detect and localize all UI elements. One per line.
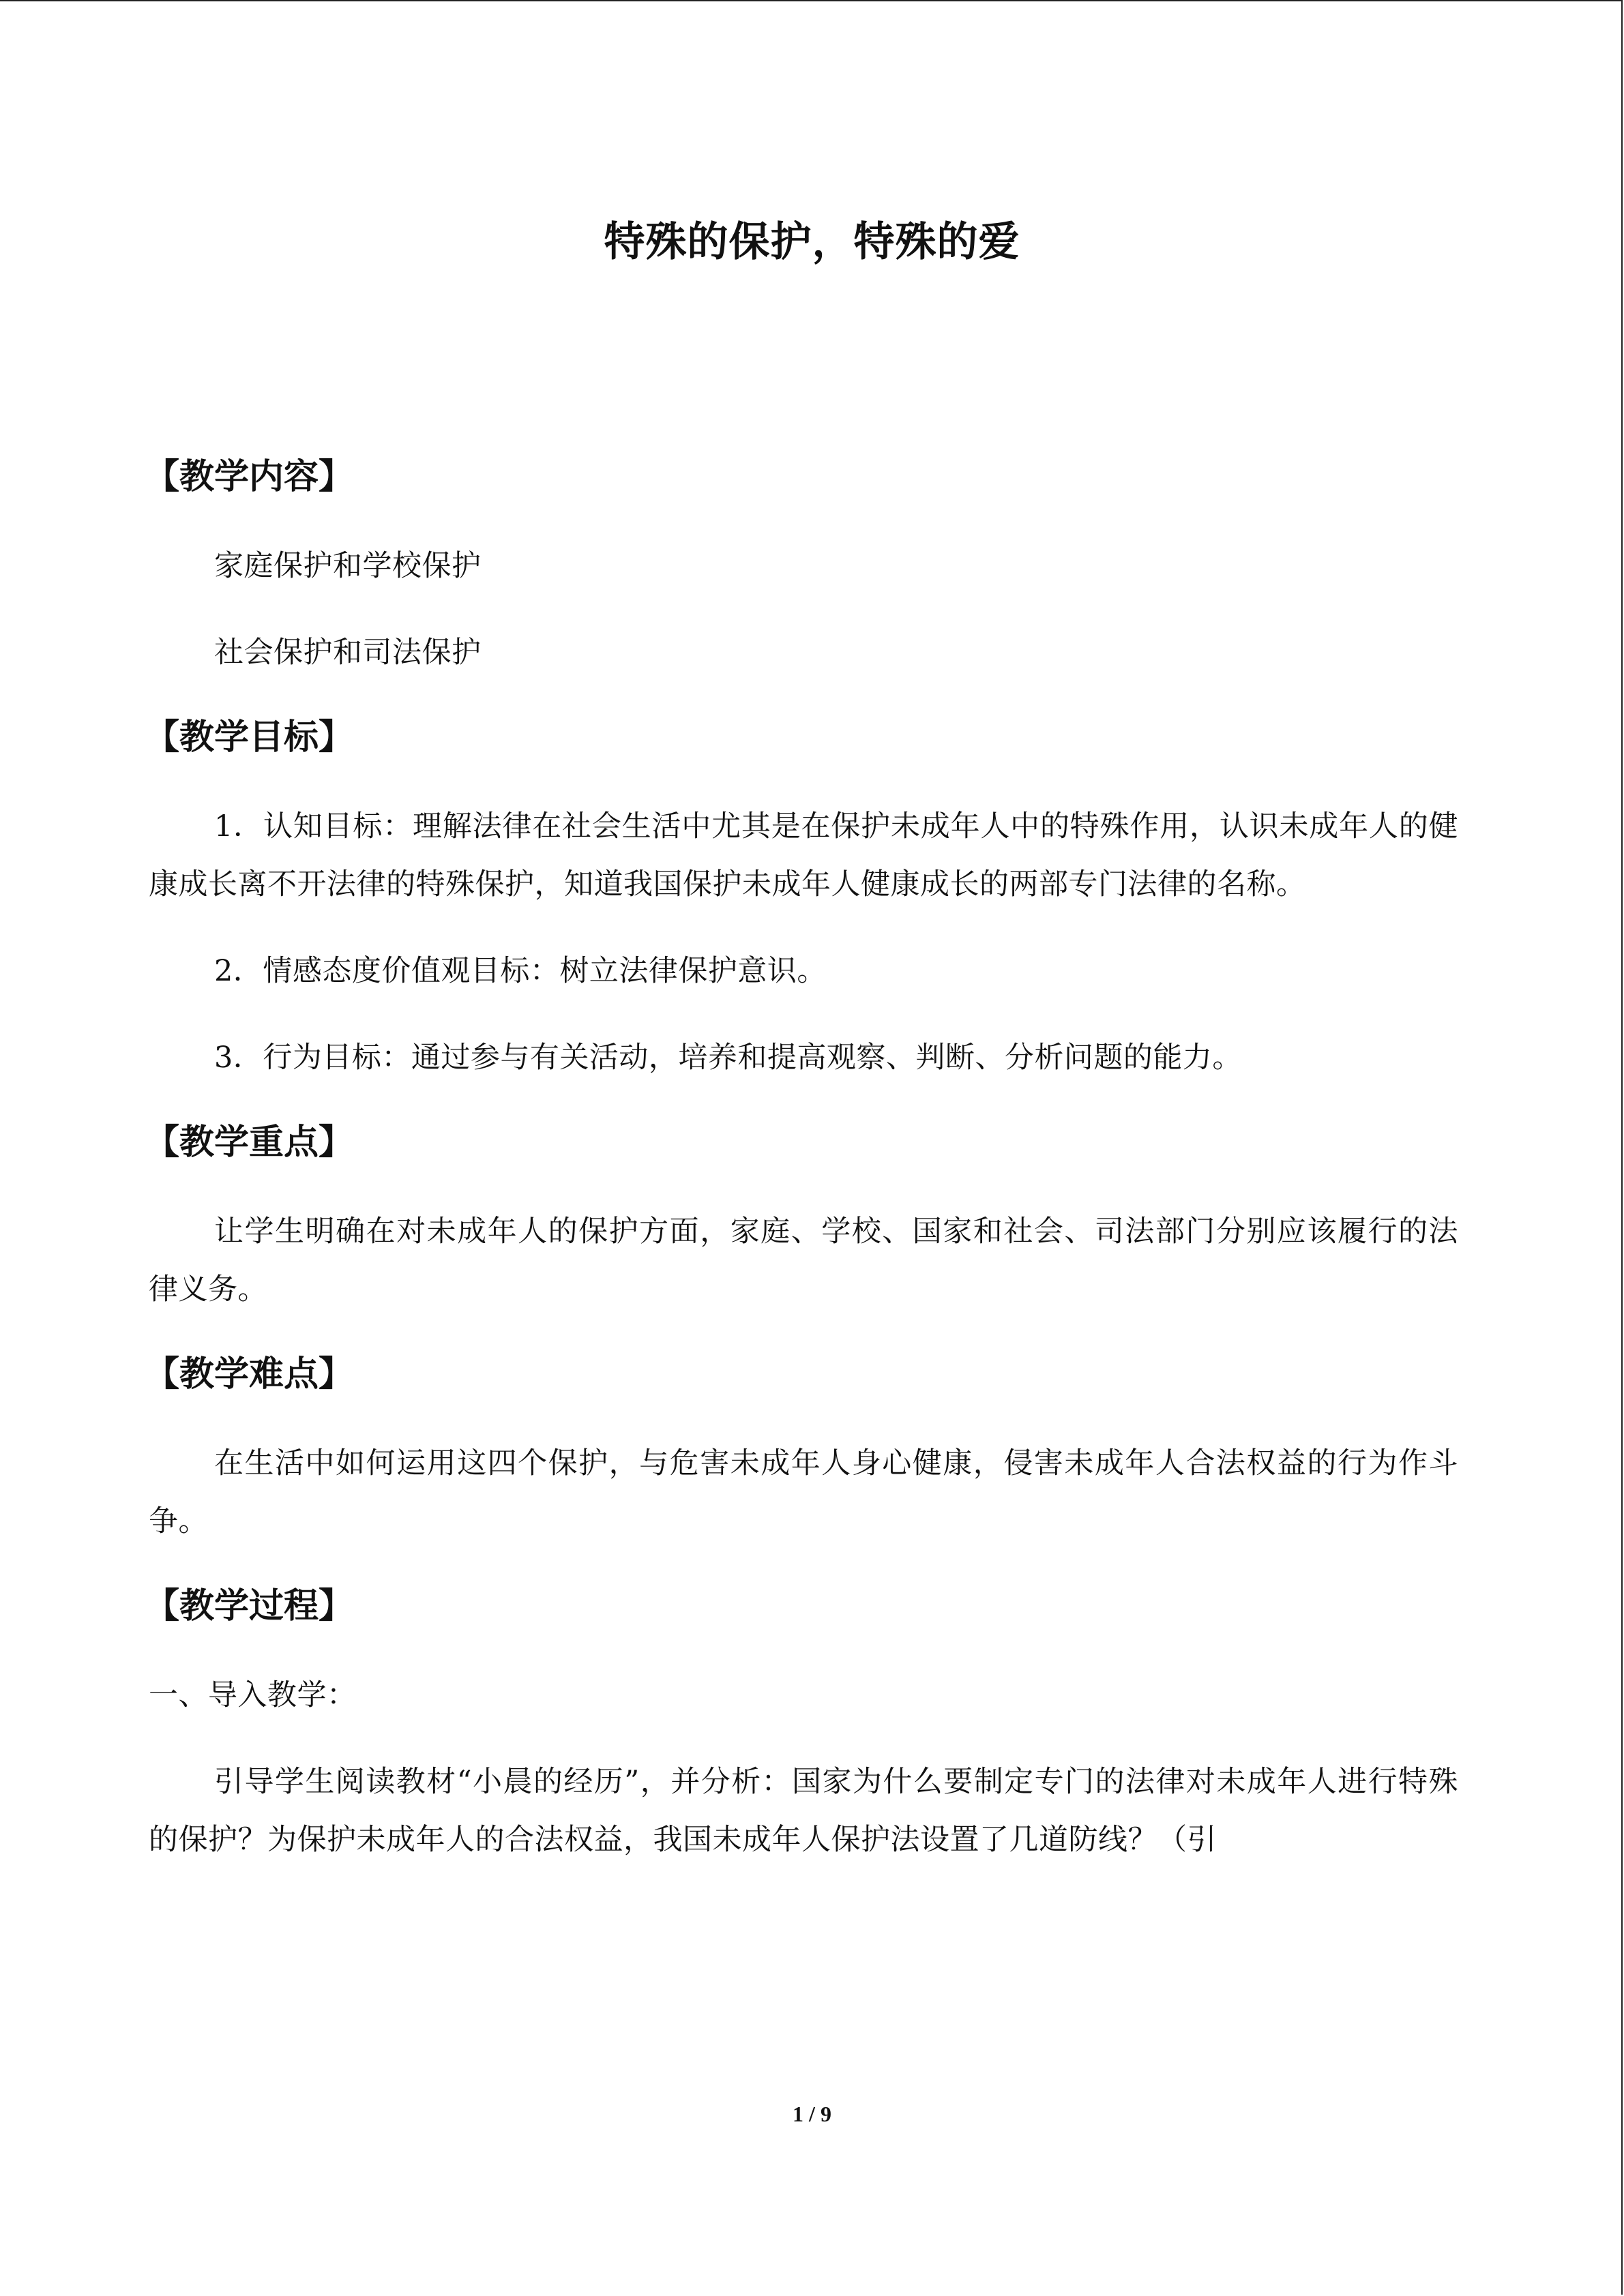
paragraph: 引导学生阅读教材“小晨的经历”，并分析：国家为什么要制定专门的法律对未成年人进行特殊的保护？为保护未成年人的合法权益，我国未成年人保护法设置了几道防线？（引	[149, 1765, 1458, 1857]
section-heading-objectives: 【教学目标】	[145, 717, 354, 758]
paragraph: 在生活中如何运用这四个保护，与危害未成年人身心健康，侵害未成年人合法权益的行为作斗争。	[149, 1446, 1458, 1538]
paragraph: 让学生明确在对未成年人的保护方面，家庭、学校、国家和社会、司法部门分别应该履行的法律义务。	[149, 1214, 1458, 1307]
section-heading-content: 【教学内容】	[145, 457, 354, 497]
paragraph: 1．认知目标：理解法律在社会生活中尤其是在保护未成年人中的特殊作用，认识未成年人的健康成长离不开法律的特殊保护，知道我国保护未成年人健康成长的两部专门法律的名称。	[149, 809, 1458, 901]
section-heading-difficulties: 【教学难点】	[145, 1354, 354, 1395]
paragraph: 社会保护和司法保护	[214, 636, 482, 670]
paragraph: 一、导入教学：	[149, 1678, 357, 1712]
document-title: 特殊的保护，特殊的爱	[604, 218, 1020, 266]
section-heading-key-points: 【教学重点】	[145, 1122, 354, 1163]
section-heading-process: 【教学过程】	[145, 1586, 354, 1626]
page-number: 1 / 9	[793, 2102, 831, 2126]
document-body	[145, 450, 1458, 1898]
paragraph: 3．行为目标：通过参与有关活动，培养和提高观察、判断、分析问题的能力。	[214, 1041, 1242, 1075]
paragraph: 家庭保护和学校保护	[214, 549, 482, 583]
paragraph: 2．情感态度价值观目标：树立法律保护意识。	[214, 954, 827, 988]
